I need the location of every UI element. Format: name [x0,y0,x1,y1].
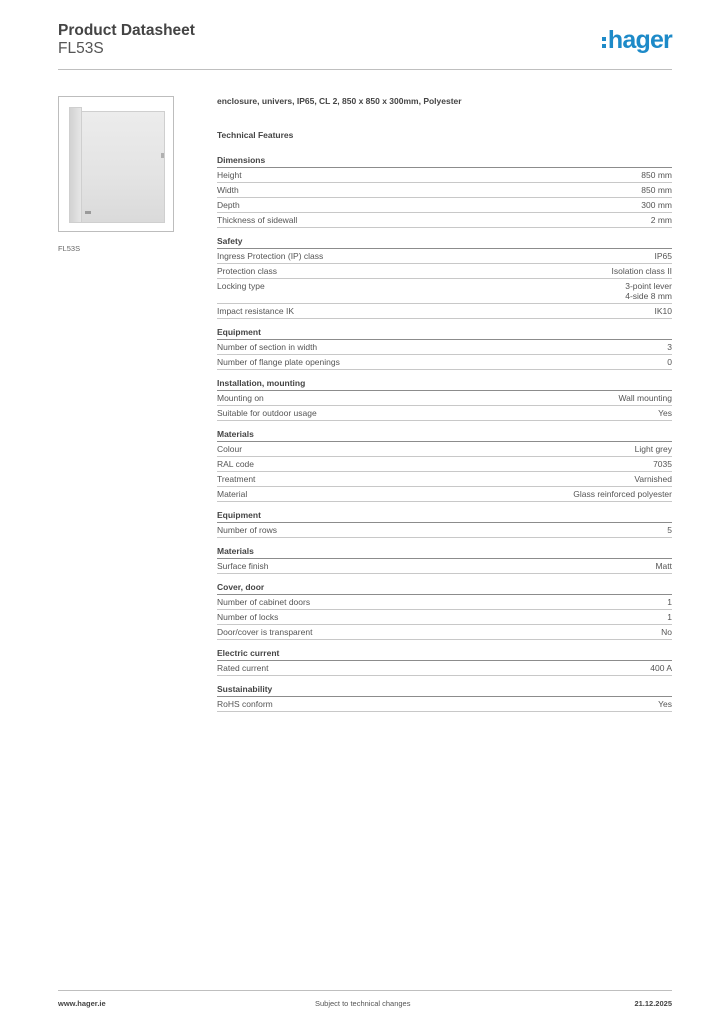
feature-row [217,249,672,264]
feature-value [612,266,672,276]
feature-value [618,393,672,403]
feature-value-line: 3 [667,342,672,352]
feature-value-line: 7035 [653,459,672,469]
feature-section [217,235,672,319]
feature-value [634,474,672,484]
feature-value-line: 850 mm [641,185,672,195]
section-title: Materials [217,545,672,559]
feature-value [641,185,672,195]
feature-value-line: IK10 [654,306,672,316]
feature-value [658,408,672,418]
feature-value [635,444,672,454]
feature-value-line: 4-side 8 mm [625,291,672,301]
feature-value [661,627,672,637]
feature-label: Door/cover is transparent [217,627,313,637]
feature-row [217,559,672,574]
footer-date: 21.12.2025 [634,999,672,1008]
feature-value [573,489,672,499]
feature-row [217,523,672,538]
feature-section [217,326,672,370]
section-title: Cover, door [217,581,672,595]
feature-section [217,509,672,538]
feature-row [217,168,672,183]
page-footer [58,990,672,1016]
feature-label: Number of rows [217,525,277,535]
feature-label: Suitable for outdoor usage [217,408,317,418]
feature-value-line: 1 [667,597,672,607]
feature-row [217,487,672,502]
feature-section [217,683,672,712]
section-title: Sustainability [217,683,672,697]
feature-label: Width [217,185,239,195]
feature-value [655,251,673,261]
section-title: Electric current [217,647,672,661]
feature-value-line: 850 mm [641,170,672,180]
logo-text: hager [607,26,672,54]
feature-row [217,213,672,228]
feature-section [217,428,672,502]
feature-value-line: 0 [667,357,672,367]
feature-row [217,279,672,304]
feature-row [217,264,672,279]
feature-label: Mounting on [217,393,264,403]
feature-row [217,391,672,406]
feature-value-line: IP65 [654,251,672,261]
feature-value [667,612,672,622]
feature-label: Treatment [217,474,256,484]
feature-value-line: Glass reinforced polyester [573,489,672,499]
feature-value [667,342,672,352]
cabinet-badge [85,211,91,214]
feature-row [217,610,672,625]
feature-section [217,545,672,574]
feature-value-line: 300 mm [641,200,672,210]
product-code: FL53S [58,40,104,57]
feature-label: Number of locks [217,612,279,622]
feature-section [217,377,672,421]
cabinet-lock-icon [161,153,164,158]
feature-value-line: Wall mounting [618,393,672,403]
feature-value-line: No [661,627,672,637]
feature-label: Protection class [217,266,277,276]
feature-label: Thickness of sidewall [217,215,298,225]
feature-label: RoHS conform [217,699,273,709]
feature-label: Height [217,170,242,180]
logo-dots-icon [602,37,606,48]
feature-value-line: 1 [667,612,672,622]
feature-value [655,306,673,316]
feature-value-line: 5 [667,525,672,535]
section-title: Safety [217,235,672,249]
feature-label: Number of section in width [217,342,318,352]
feature-value [641,200,672,210]
feature-value [658,699,672,709]
feature-row [217,595,672,610]
feature-label: Number of cabinet doors [217,597,311,607]
hager-logo [602,26,672,55]
cabinet-door [81,111,165,223]
feature-label: Material [217,489,248,499]
feature-row [217,355,672,370]
feature-value-line: Yes [658,699,672,709]
feature-row [217,472,672,487]
page-title: Product Datasheet [58,22,195,39]
feature-row [217,457,672,472]
feature-value-line: 2 mm [650,215,672,225]
section-title: Installation, mounting [217,377,672,391]
product-image [58,96,174,232]
feature-value-line: 3-point lever [625,281,672,291]
technical-features-heading: Technical Features [217,130,294,140]
feature-value-line: Light grey [634,444,672,454]
section-title: Dimensions [217,154,672,168]
feature-value [655,561,672,571]
feature-value [667,357,672,367]
feature-value [667,525,672,535]
feature-row [217,625,672,640]
feature-row [217,198,672,213]
feature-value [651,215,672,225]
feature-label: Locking type [217,281,265,291]
feature-row [217,697,672,712]
feature-label: Rated current [217,663,269,673]
feature-value-line: Matt [655,561,672,571]
feature-label: Impact resistance IK [217,306,295,316]
section-title: Equipment [217,509,672,523]
feature-value-line: 400 A [650,663,672,673]
section-title: Equipment [217,326,672,340]
product-description: enclosure, univers, IP65, CL 2, 850 x 850 x 300mm, Polyester [217,96,462,106]
feature-value [641,170,672,180]
feature-label: Depth [217,200,240,210]
feature-row [217,183,672,198]
footer-website: www.hager.ie [58,999,106,1008]
feature-value [667,597,672,607]
feature-label: Surface finish [217,561,269,571]
feature-value-line: Yes [658,408,672,418]
feature-section [217,581,672,640]
feature-row [217,406,672,421]
feature-section [217,154,672,228]
feature-row [217,304,672,319]
feature-value-line: Isolation class II [611,266,672,276]
feature-value [625,281,672,301]
feature-label: Ingress Protection (IP) class [217,251,324,261]
feature-row [217,661,672,676]
footer-notice: Subject to technical changes [315,999,411,1008]
feature-value [650,663,672,673]
page-header [58,22,672,70]
feature-row [217,442,672,457]
feature-label: Number of flange plate openings [217,357,340,367]
section-title: Materials [217,428,672,442]
feature-row [217,340,672,355]
feature-sections [217,154,672,712]
feature-label: RAL code [217,459,255,469]
datasheet-content [217,94,672,719]
feature-section [217,647,672,676]
feature-value-line: Varnished [634,474,672,484]
feature-value [653,459,672,469]
image-caption: FL53S [58,244,81,253]
feature-label: Colour [217,444,243,454]
